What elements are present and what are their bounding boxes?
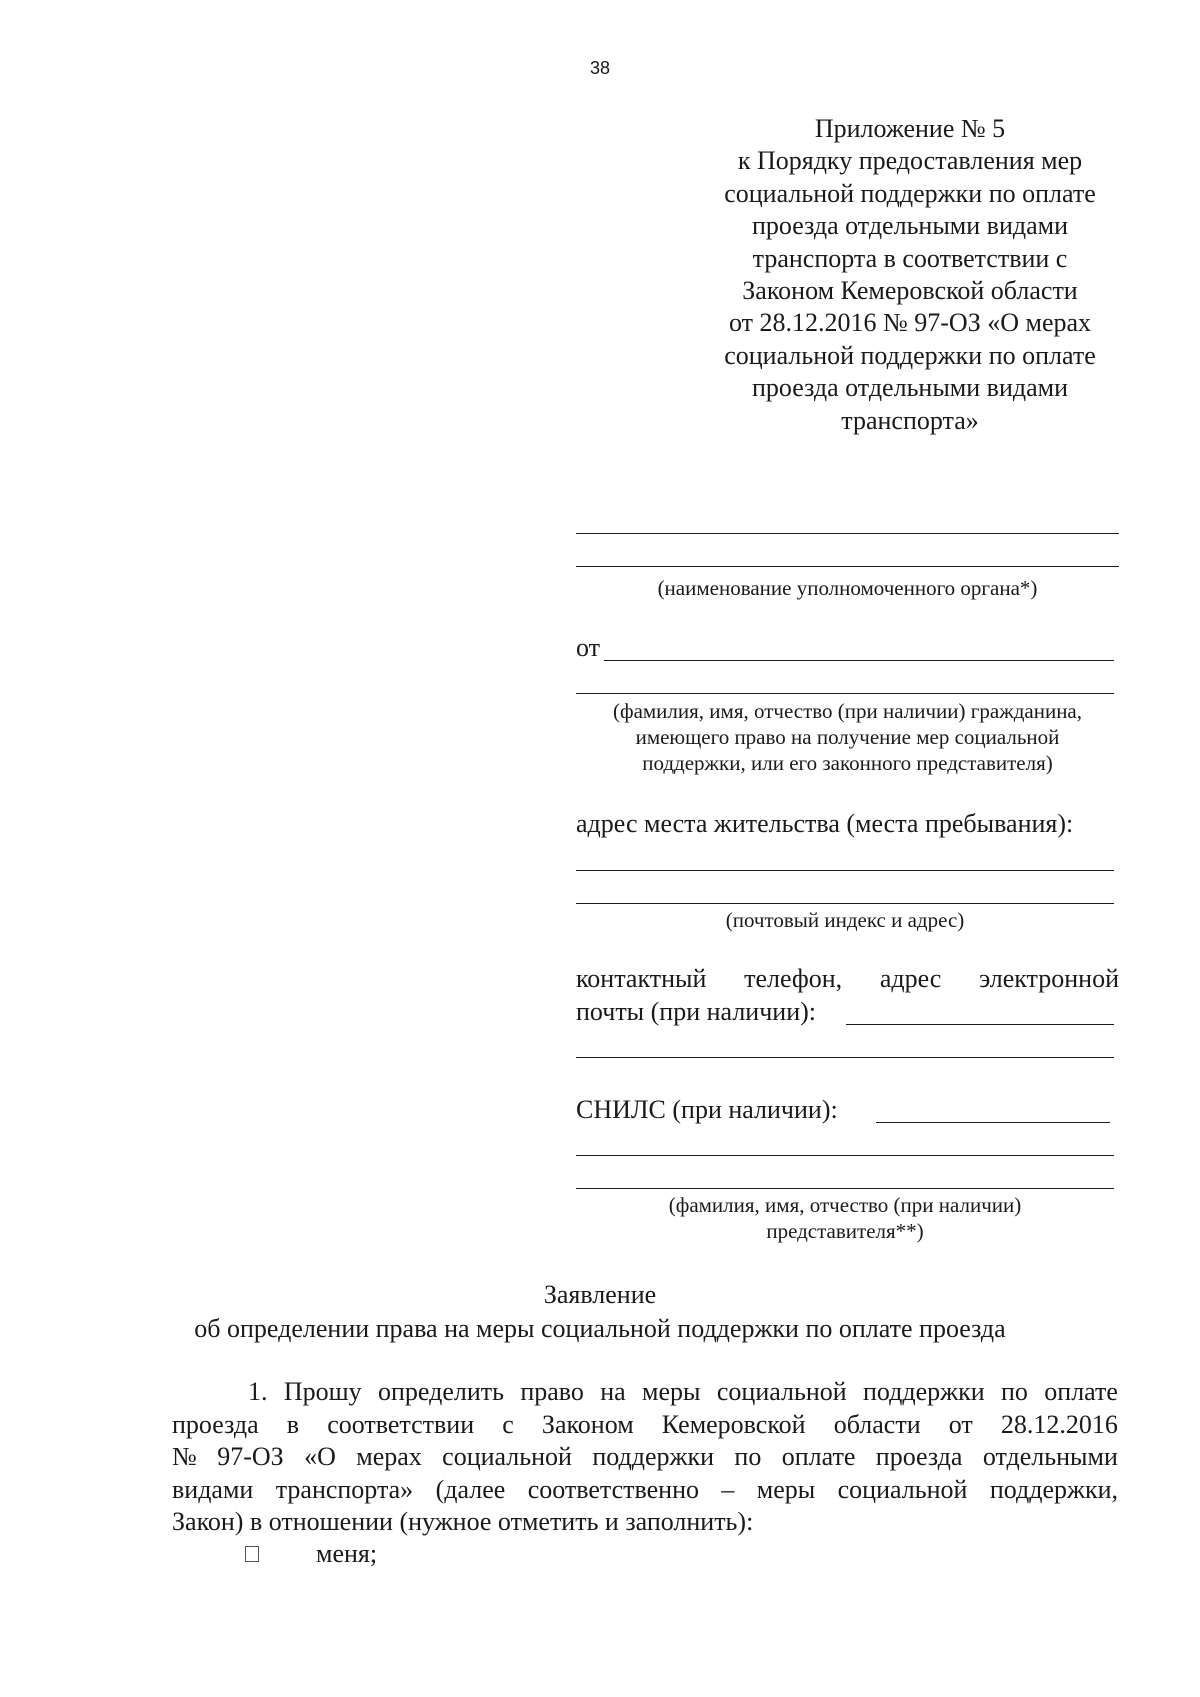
citizen-caption-line: поддержки, или его законного представителя) — [642, 751, 1053, 775]
organ-caption: (наименование уполномоченного органа*) — [657, 576, 1038, 600]
annex-line: от 28.12.2016 № 97-ОЗ «О мерах — [728, 308, 1092, 338]
paragraph-line — [172, 1474, 1118, 1507]
citizen-caption-line: имеющего право на получение мер социальной — [635, 725, 1060, 749]
address-label: адрес места жительства (места пребывания): — [576, 809, 1074, 838]
representative-caption-line: (фамилия, имя, отчество (при наличии) — [668, 1193, 1022, 1217]
option-me-checkbox[interactable] — [245, 1546, 259, 1562]
word: отдельными — [982, 1442, 1118, 1472]
word: поддержки — [863, 1377, 985, 1406]
word: 97-ОЗ — [217, 1442, 284, 1472]
word: видами — [172, 1474, 254, 1504]
word: области — [833, 1409, 921, 1439]
organ-name-line-1[interactable] — [576, 533, 1119, 534]
contact-word: контактный — [576, 964, 707, 993]
paragraph-line — [172, 1441, 1118, 1474]
representative-line-2[interactable] — [576, 1188, 1114, 1189]
representative-caption — [576, 1192, 1114, 1244]
word: (далее — [435, 1474, 506, 1504]
page-number: 38 — [589, 58, 611, 78]
statement-title: Заявление — [543, 1280, 657, 1309]
contact-word: адрес — [879, 964, 942, 993]
from-name-line-2[interactable] — [576, 693, 1114, 694]
statement-subtitle: об определении права на меры социальной поддержки по оплате проезда — [194, 1314, 1006, 1343]
paragraph-last-line: Закон) в отношении (нужное отметить и заполнить): — [172, 1507, 754, 1537]
annex-header — [660, 113, 1160, 437]
word: 1. — [248, 1377, 268, 1406]
word: социальной — [716, 1377, 847, 1406]
word: оплате — [781, 1442, 856, 1472]
annex-line: к Порядку предоставления мер — [737, 146, 1083, 176]
snils-input-line[interactable] — [876, 1122, 1110, 1123]
word: Законом — [541, 1409, 634, 1439]
word: № — [172, 1442, 197, 1472]
annex-line: проезда отдельными видами — [751, 211, 1068, 241]
word: по — [1001, 1377, 1028, 1406]
from-name-line[interactable] — [604, 660, 1114, 661]
word: оплате — [1044, 1377, 1118, 1406]
address-line-2[interactable] — [576, 903, 1114, 904]
annex-line: социальной поддержки по оплате — [724, 340, 1096, 370]
word: меры — [756, 1474, 816, 1504]
word: Кемеровской — [661, 1409, 806, 1439]
paragraph-line — [172, 1376, 1118, 1409]
snils-label: СНИЛС (при наличии): — [576, 1095, 838, 1124]
word: на — [600, 1377, 626, 1406]
from-label: от — [576, 633, 601, 662]
word: проезда — [875, 1442, 963, 1472]
word: соответствии — [327, 1409, 475, 1439]
word: «О — [304, 1442, 336, 1472]
contact-input-line[interactable] — [846, 1024, 1114, 1025]
paragraph-line — [172, 1409, 1118, 1442]
word: 28.12.2016 — [1000, 1409, 1118, 1439]
contact-label-line — [576, 963, 1119, 995]
annex-line: проезда отдельными видами — [751, 373, 1068, 403]
word: право — [520, 1377, 584, 1406]
word: Прошу — [283, 1377, 362, 1406]
contact-word: электронной — [979, 964, 1119, 993]
annex-line: Законом Кемеровской области — [742, 276, 1078, 306]
representative-caption-line: представителя**) — [766, 1219, 924, 1243]
word: мерах — [356, 1442, 422, 1472]
representative-line-1[interactable] — [576, 1155, 1114, 1156]
annex-line: транспорта в соответствии с — [752, 243, 1068, 273]
statement-paragraph — [172, 1376, 1118, 1539]
word: поддержки — [592, 1442, 715, 1472]
word: определить — [377, 1377, 504, 1406]
contact-input-line-2[interactable] — [576, 1057, 1114, 1058]
word: с — [502, 1409, 514, 1439]
word: транспорта» — [275, 1474, 414, 1504]
citizen-caption — [576, 698, 1119, 776]
word: от — [948, 1409, 973, 1439]
word: социальной — [442, 1442, 572, 1472]
word: поддержки, — [989, 1474, 1118, 1504]
address-caption: (почтовый индекс и адрес) — [725, 908, 965, 932]
citizen-caption-line: (фамилия, имя, отчество (при наличии) гражданина, — [612, 699, 1083, 723]
word: меры — [642, 1377, 701, 1406]
contact-word: телефон, — [744, 964, 843, 993]
word: по — [734, 1442, 762, 1472]
word: – — [721, 1474, 735, 1504]
option-me-label: меня; — [316, 1539, 378, 1568]
annex-line: транспорта» — [841, 405, 979, 435]
organ-name-line-2[interactable] — [576, 566, 1119, 567]
word: социальной — [837, 1474, 968, 1504]
annex-line: социальной поддержки по оплате — [724, 178, 1096, 208]
word: соответственно — [527, 1474, 699, 1504]
address-line-1[interactable] — [576, 870, 1114, 871]
annex-line: Приложение № 5 — [814, 114, 1006, 143]
word: проезда — [172, 1409, 259, 1439]
contact-label-line-2: почты (при наличии): — [576, 997, 816, 1026]
word: в — [286, 1409, 300, 1439]
